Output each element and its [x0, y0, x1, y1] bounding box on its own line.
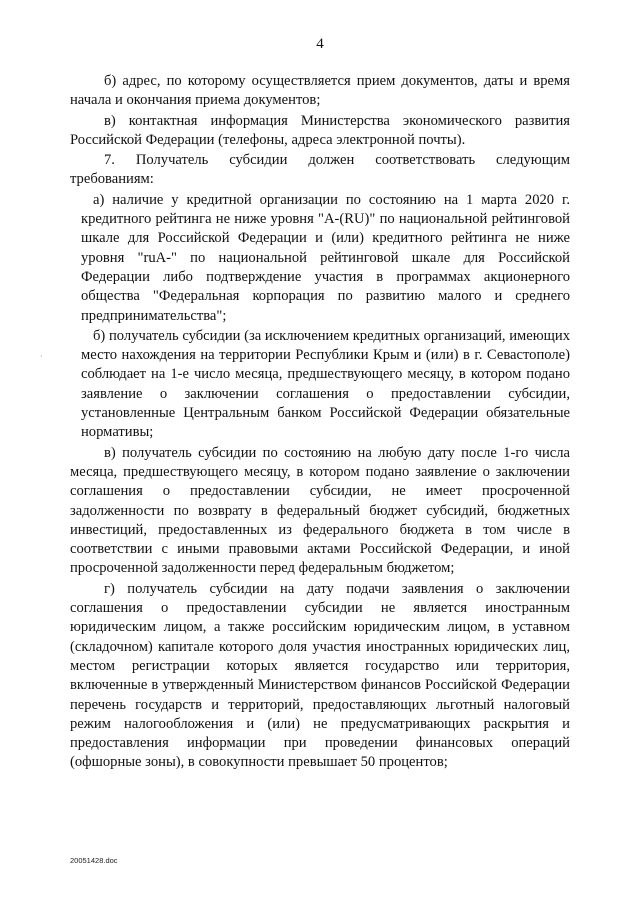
paragraph-v-contacts: в) контактная информация Министерства экономического развития Российской Федерации (телефоны, адреса электронной почты). — [70, 112, 570, 148]
paragraph-v-debt: в) получатель субсидии по состоянию на любую дату после 1-го числа месяца, предшествующего месяцу, в котором подано заявление о заключении соглашения о предоставлении субсидии, не имеет просроченной задолженности по возврату в федеральный бюджет субсидий, бюджетных инвестиций, предоставленных из федерального бюджета в том числе в соответствии с иными правовыми актами Российской Федерации, и иной просроченной задолженности перед федеральным бюджетом; — [70, 444, 570, 577]
paragraph-b-norms: б) получатель субсидии (за исключением кредитных организаций, имеющих место нахождения на территории Республики Крым и (или) в г. Севастополе) соблюдает на 1-е число месяца, предшествующего месяцу, в котором подано заявление о заключении соглашения о предоставлении субсидии, установленные Центральным банком Российской Федерации обязательные нормативы; — [81, 327, 570, 441]
document-body — [70, 72, 570, 774]
paragraph-item-7: 7. Получатель субсидии должен соответствовать следующим требованиям: — [70, 152, 570, 188]
footer-filename: 20051428.doc — [70, 856, 118, 865]
paragraph-a-rating: а) наличие у кредитной организации по состоянию на 1 марта 2020 г. кредитного рейтинга не ниже уровня "A-(RU)" по национальной рейтинговой шкале для Российской Федерации и (или) кредитного рейтинга не ниже уровня "ruA-" по национальной рейтинговой шкале для Российской Федерации либо подтверждение участия в программах акционерного общества "Федеральная корпорация по развитию малого и среднего предпринимательства"; — [81, 191, 570, 324]
page-number: 4 — [316, 36, 324, 52]
paragraph-g-foreign: г) получатель субсидии на дату подачи заявления о заключении соглашения о предоставлении субсидии не является иностранным юридическим лицом, а также российским юридическим лицом, в уставном (складочном) капитале которого доля участия иностранных юридических лиц, местом регистрации которых является государство или территория, включенные в утвержденный Министерством финансов Российской Федерации перечень государств и территорий, предоставляющих льготный налоговый режим налогообложения и (или) не предусматривающих раскрытия и предоставления информации при проведении финансовых операций (офшорные зоны), в совокупности превышает 50 процентов; — [70, 580, 570, 771]
paragraph-b-address: б) адрес, по которому осуществляется прием документов, даты и время начала и окончания приема документов; — [70, 73, 570, 109]
margin-mark: · — [40, 352, 43, 361]
